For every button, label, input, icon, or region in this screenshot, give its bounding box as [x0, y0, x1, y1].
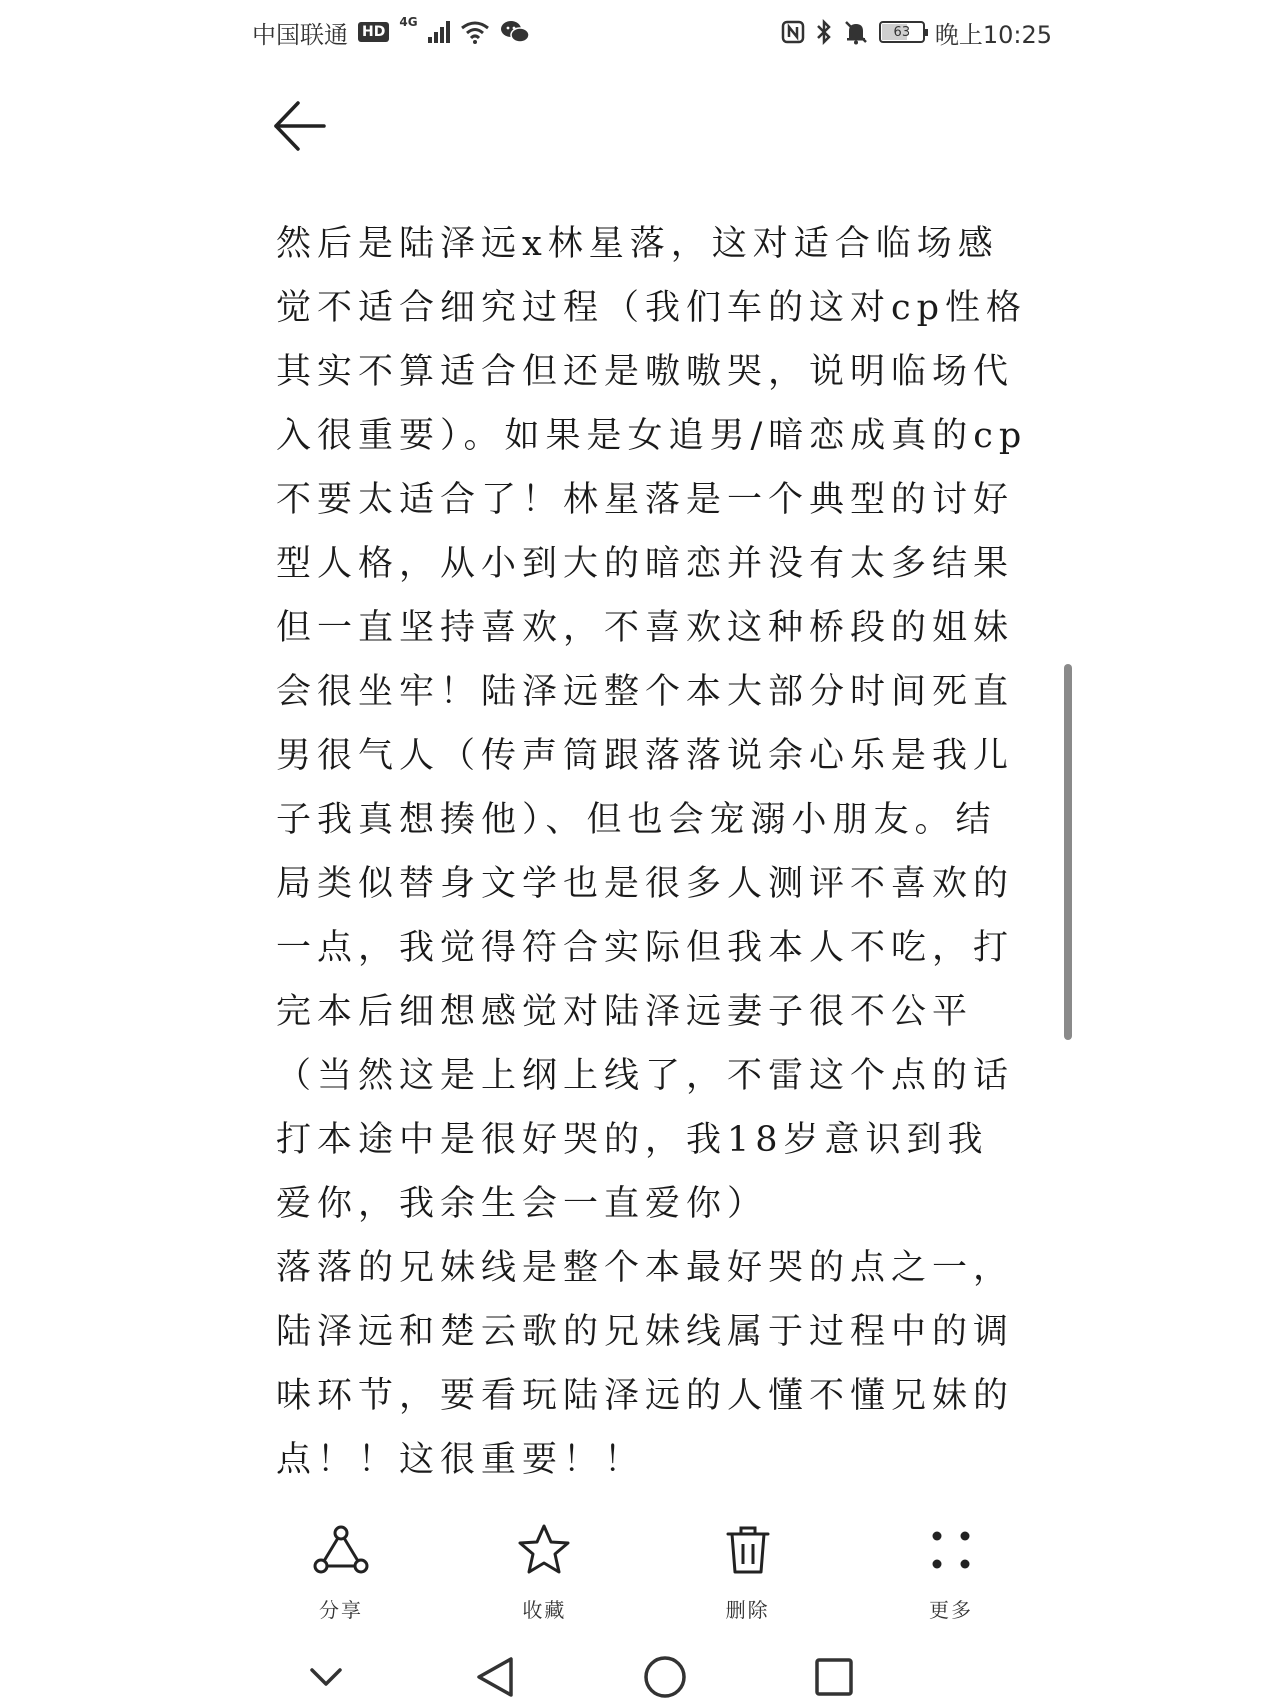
- nav-home-button[interactable]: [639, 1652, 691, 1702]
- status-left: [252, 15, 530, 50]
- status-bar: [252, 12, 1052, 52]
- system-nav-bar: [300, 1652, 860, 1702]
- nav-back-button[interactable]: [469, 1652, 521, 1702]
- back-arrow-icon: [270, 98, 330, 154]
- nav-recent-button[interactable]: [808, 1652, 860, 1702]
- star-icon: [514, 1520, 574, 1580]
- signal-icon: [428, 21, 450, 43]
- status-time: 晚上10:25: [934, 20, 1052, 49]
- bluetooth-icon: [815, 19, 833, 45]
- battery-level: 63: [893, 24, 911, 40]
- delete-button[interactable]: [683, 1520, 813, 1623]
- note-body[interactable]: [276, 212, 1028, 1492]
- battery-icon: [879, 21, 925, 43]
- network-type: 4G: [399, 14, 418, 29]
- wechat-icon: [500, 19, 530, 45]
- favorite-label: 收藏: [522, 1598, 567, 1622]
- mute-bell-icon: [843, 19, 869, 45]
- note-paragraph-2: 落落的兄妹线是整个本最好哭的点之一，陆泽远和楚云歌的兄妹线属于过程中的调味环节，要看玩陆泽远的人懂不懂兄妹的点！！这很重要！！: [276, 1248, 1015, 1480]
- chevron-down-icon: [306, 1662, 346, 1692]
- trash-icon: [718, 1520, 778, 1580]
- square-recent-icon: [813, 1656, 855, 1698]
- delete-label: 删除: [725, 1598, 770, 1622]
- note-paragraph-1: 然后是陆泽远x林星落，这对适合临场感觉不适合细究过程（我们车的这对cp性格其实不算适合但还是嗷嗷哭，说明临场代入很重要）。如果是女追男/暗恋成真的cp不要太适合了！林星落是一个典型的讨好型人格，从小到大的暗恋并没有太多结果但一直坚持喜欢，不喜欢这种桥段的姐妹会很坐牢！陆泽远整个本大部分时间死直男很气人（传声筒跟落落说余心乐是我儿子我真想揍他）、但也会宠溺小朋友。结局类似替身文学也是很多人测评不喜欢的一点，我觉得符合实际但我本人不吃，打完本后细想感觉对陆泽远妻子很不公平（当然这是上纲上线了，不雷这个点的话打本途中是很好哭的，我18岁意识到我爱你，我余生会一直爱你）: [276, 224, 1028, 1224]
- back-button[interactable]: [270, 98, 330, 154]
- more-dots-icon: [921, 1520, 981, 1580]
- scrollbar-thumb[interactable]: [1064, 664, 1072, 1040]
- bottom-toolbar: [276, 1520, 1016, 1623]
- hd-badge: HD: [358, 22, 389, 42]
- carrier-label: 中国联通: [252, 20, 348, 49]
- share-label: 分享: [319, 1598, 363, 1622]
- favorite-button[interactable]: [479, 1520, 609, 1623]
- share-icon: [311, 1520, 371, 1580]
- wifi-icon: [460, 20, 490, 44]
- more-button[interactable]: [886, 1520, 1016, 1623]
- share-button[interactable]: [276, 1520, 406, 1623]
- status-right: [781, 15, 1052, 50]
- circle-home-icon: [642, 1654, 688, 1700]
- nav-collapse-button[interactable]: [300, 1652, 352, 1702]
- more-label: 更多: [928, 1598, 973, 1622]
- nfc-icon: [781, 20, 805, 44]
- triangle-back-icon: [473, 1654, 517, 1700]
